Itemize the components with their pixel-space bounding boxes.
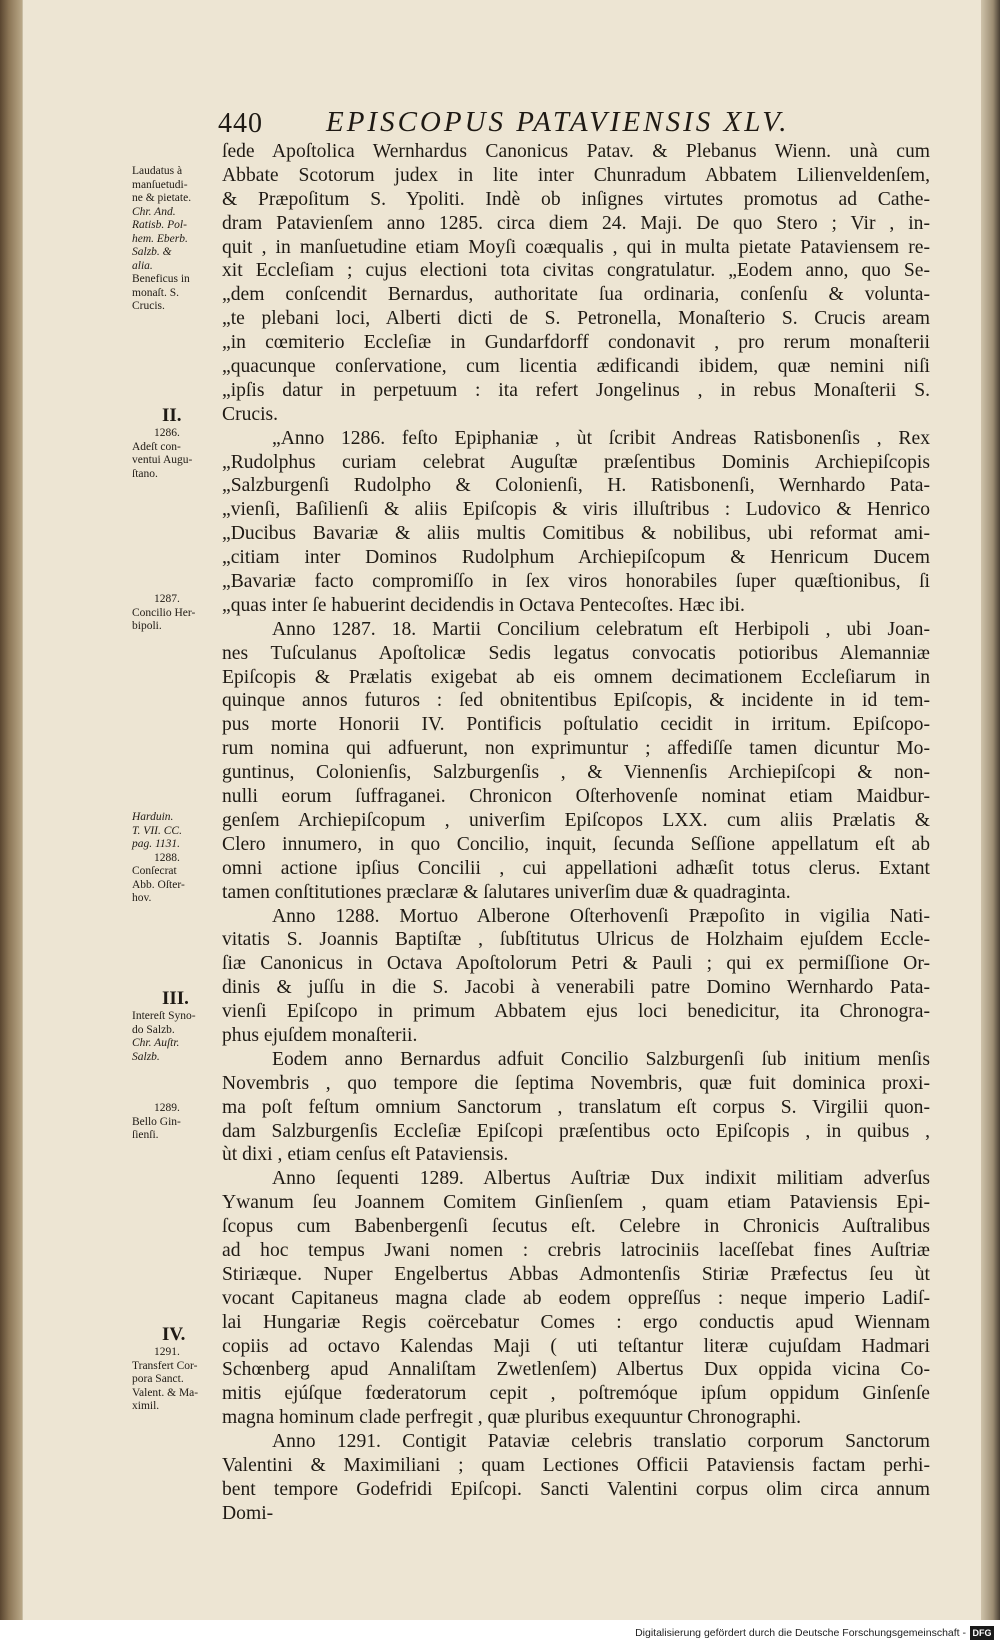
text-line: „ipſis datur in perpetuum : ita refert Jongelinus , in rebus Monaſterii S. xyxy=(222,379,930,401)
text-line: Valentini & Maximiliani ; quam Lectiones Officii Pataviensis factam perhi- xyxy=(222,1454,930,1476)
text-line: tamen conſtitutiones præclaræ & ſalutares univerſim duæ & quadraginta. xyxy=(222,881,791,903)
text-line: Abbate Scotorum judex in lite inter Chunradum Abbatem Lilienveldenſem, xyxy=(222,164,930,186)
text-line: vitatis S. Joannis Baptiſtæ , ſubſtitutus Ulricus de Holzhaim ejuſdem Eccle- xyxy=(222,929,930,951)
main-text xyxy=(222,140,930,1526)
marginal-line: 1288. xyxy=(154,851,180,864)
marginal-line: IV. xyxy=(162,1324,186,1345)
text-line: „in cœmiterio Eccleſiæ in Gundarfdorff condonavit , pro rerum monaſterii xyxy=(222,332,930,354)
text-line: nes Tuſculanus Apoſtolicæ Sedis legatus convocatis potioribus Alemanniæ xyxy=(222,642,930,664)
marginal-line: Abb. Oſter- xyxy=(132,878,185,891)
text-line: Anno 1287. 18. Martii Concilium celebratum eſt Herbipoli , ubi Joan- xyxy=(272,618,930,640)
text-line: bent tempore Godefridi Epiſcopi. Sancti Valentini corpus olim circa annum xyxy=(222,1478,930,1500)
text-line: quit , in manſuetudine etiam Moyſi coæqualis , qui in multa pietate Pataviensem re- xyxy=(222,236,930,258)
text-line: „dem conſcendit Bernardus, authoritate ſua ordinaria, conſenſu & volunta- xyxy=(222,284,930,306)
text-line: ma poſt feſtum omnium Sanctorum , translatum eſt corpus S. Virgilii quon- xyxy=(222,1096,930,1118)
text-line: „quas inter ſe habuerint decidendis in Octava Pentecoſtes. Hæc ibi. xyxy=(222,594,745,616)
marginal-line: Laudatus à xyxy=(132,165,183,177)
marginal-line: ximil. xyxy=(132,1400,160,1412)
marginal-note xyxy=(132,405,220,481)
marginal-line: ventui Augu- xyxy=(132,454,193,466)
text-line: Novembris , quo tempore die ſeptima Novembris, quæ fuit dominica proxi- xyxy=(222,1072,930,1094)
text-line: omni actione ipſius Concilii , cui appellationi adhæſit totus clerus. Extant xyxy=(222,857,930,879)
marginal-line: monaſt. S. xyxy=(132,286,179,299)
text-line: dinis & juſſu in die S. Jacobi à venerabili patre Domino Wernhardo Pata- xyxy=(222,977,930,999)
marginal-line: Salzb. xyxy=(132,1050,160,1063)
marginal-line: II. xyxy=(162,405,182,426)
running-title: EPISCOPUS PATAVIENSIS XLV. xyxy=(326,106,790,138)
text-line: ſiæ Canonicus in Octava Apoſtolorum Petri & Pauli ; qui ex permiſſione Or- xyxy=(222,953,930,975)
text-line: „Rudolphus curiam celebrat Auguſtæ præſentibus Dominis Archiepiſcopis xyxy=(222,451,930,473)
text-line: copiis ad octavo Kalendas Maji ( uti teſtantur literæ cujuſdam Hadmari xyxy=(222,1335,930,1357)
text-line: „citiam inter Dominos Rudolphum Archiepiſcopum & Henricum Ducem xyxy=(222,547,930,569)
text-line: dram Patavienſem anno 1285. circa diem 24. Maji. De quo Stero ; Vir , in- xyxy=(222,212,930,234)
text-line: mitis ejúſque fœderatorum cepit , poſtremóque ipſum oppidum Ginſenſe xyxy=(222,1383,930,1405)
marginal-line: hem. Eberb. xyxy=(132,232,188,245)
text-line: Crucis. xyxy=(222,403,279,425)
text-line: vienſi Epiſcopo in primum Abbatem ejus loci benedicitur, ita Chronogra- xyxy=(222,1001,930,1023)
text-line: nulli eorum ſuffraganei. Chronicon Oſterhovenſe nominat etiam Maidbur- xyxy=(222,786,930,808)
text-line: Schœnberg apud Annaliſtam Zwetlenſem) Albertus Dux oppida vicina Co- xyxy=(222,1359,930,1381)
marginal-line: Concilio Her- xyxy=(132,606,196,619)
text-line: „Salzburgenſi Rudolpho & Colonienſi, H. Ratisbonenſi, Wernhardo Pata- xyxy=(222,475,930,497)
text-line: & Præpoſitum S. Ypoliti. Indè ob inſignes virtutes promotus ad Cathe- xyxy=(222,188,930,210)
text-line: lai Hungariæ Regis coërcebatur Comes : ergo conductis apud Wiennam xyxy=(222,1311,930,1333)
marginal-note xyxy=(132,988,220,1064)
text-line: xit Eccleſiam ; cujus electioni tota civitas congratulatur. „Eodem anno, quo Se- xyxy=(222,260,930,282)
marginal-line: pora Sanct. xyxy=(132,1373,184,1385)
text-line: ùt dixi , etiam cenſus eſt Pataviensis. xyxy=(222,1144,509,1166)
text-line: „Bavariæ facto compromiſſo in ſex viros honorabiles ſuper quæſtionibus, ſi xyxy=(222,571,930,593)
marginal-line: 1286. xyxy=(154,427,180,439)
marginal-line: Conſecrat xyxy=(132,865,177,877)
text-line: „Ducibus Bavariæ & aliis multis Comitibus & nobilibus, ubi reformat ami- xyxy=(222,523,930,545)
text-line: guntinus, Colonienſis, Salzburgenſis , & Viennenſis Archiepiſcopi & non- xyxy=(222,762,930,784)
book-spine xyxy=(0,0,22,1620)
footer xyxy=(0,1622,1000,1646)
marginal-line: 1291. xyxy=(154,1346,180,1358)
text-line: ſede Apoſtolica Wernhardus Canonicus Patav. & Plebanus Wienn. unà cum xyxy=(222,141,930,162)
marginal-line: Transfert Cor- xyxy=(132,1359,198,1372)
page-header xyxy=(196,104,916,140)
marginal-line: do Salzb. xyxy=(132,1023,175,1036)
marginal-line: Beneficus in xyxy=(132,273,190,285)
text-line: ad hoc tempus Jwani nomen : crebris latrociniis laceſſebat fines Auſtriæ xyxy=(222,1239,930,1261)
marginal-line: Bello Gin- xyxy=(132,1115,181,1128)
text-line: „te plebani loci, Alberti dicti de S. Petronella, Monaſterio S. Crucis aream xyxy=(222,308,930,330)
marginal-line: ſienſi. xyxy=(132,1129,159,1141)
marginal-note xyxy=(132,593,220,634)
text-line: „quacunque conſervatione, cum licentia ædificandi ibidem, quæ nemini niſi xyxy=(222,356,930,378)
text-line: phus ejuſdem monaſterii. xyxy=(222,1024,418,1046)
marginal-note xyxy=(132,811,220,906)
text-line: genſem Archiepiſcopum , univerſim Epiſcopos LXX. cum aliis Prælatis & xyxy=(222,809,930,831)
marginal-line: ne & pietate. xyxy=(132,192,192,204)
marginal-line: ſtano. xyxy=(132,467,158,480)
text-line: Ywanum ſeu Joannem Comitem Ginſienſem , quam etiam Pataviensis Epi- xyxy=(222,1192,930,1214)
marginal-line: 1287. xyxy=(154,593,180,605)
marginal-line: 1289. xyxy=(154,1102,180,1114)
marginal-line: III. xyxy=(162,988,189,1009)
dfg-logo: DFG xyxy=(970,1626,994,1640)
text-line: ſcopus cum Babenbergenſi ſecutus eſt. Celebre in Chronicis Auſtralibus xyxy=(222,1216,930,1238)
marginal-note xyxy=(132,1324,220,1414)
marginal-line: hov. xyxy=(132,892,152,904)
marginal-line: alia. xyxy=(132,259,153,272)
text-line: Epiſcopis & Prælatis exigebat ab eis omnem decimationem Eccleſiarum in xyxy=(222,666,930,688)
marginal-line: Harduin. xyxy=(132,811,174,823)
funding-credit: Digitalisierung gefördert durch die Deutsche Forschungsgemeinschaft - xyxy=(635,1627,966,1639)
text-line: „vienſi, Baſilienſi & aliis Epiſcopis & viris illuſtribus : Ludovico & Henrico xyxy=(222,499,930,521)
marginal-line: Crucis. xyxy=(132,300,165,312)
marginal-line: Ratisb. Pol- xyxy=(132,219,187,231)
text-line: dam Salzburgenſis Eccleſiæ Epiſcopi præſentibus octo Epiſcopis , in quibus , xyxy=(222,1120,930,1142)
marginal-note xyxy=(132,1102,220,1143)
marginal-line: Chr. Auſtr. xyxy=(132,1037,180,1049)
marginal-line: Intereſt Syno- xyxy=(132,1010,196,1022)
marginal-line: manſuetudi- xyxy=(132,178,188,191)
text-line: magna hominum clade perfregit , quæ pluribus exequuntur Chronographi. xyxy=(222,1407,801,1429)
marginal-line: Chr. And. xyxy=(132,205,176,218)
page-edge xyxy=(981,0,1000,1620)
text-line: Eodem anno Bernardus adfuit Concilio Salzburgenſi ſub initium menſis xyxy=(272,1048,930,1070)
marginal-note xyxy=(132,165,220,314)
text-line: vocant Capitaneus magna clade ab eodem oppreſſus : neque imperio Ladiſ- xyxy=(222,1287,930,1309)
text-line: pus morte Honorii IV. Pontificis poſtulatio cecidit in irritum. Epiſcopo- xyxy=(222,714,930,736)
marginal-line: Salzb. & xyxy=(132,246,172,258)
text-line: Clero innumero, in quo Concilio, inquit, ſecunda Seſſione appellatum eſt ab xyxy=(222,833,930,855)
text-line: Anno ſequenti 1289. Albertus Auſtriæ Dux indixit militiam adverſus xyxy=(272,1168,930,1190)
marginal-line: Valent. & Ma- xyxy=(132,1386,199,1399)
marginal-line: Adeſt con- xyxy=(132,440,181,453)
text-line: Stiriæque. Nuper Engelbertus Abbas Admontenſis Stiriæ Præfectus ſeu ùt xyxy=(222,1263,930,1285)
text-line: Domi- xyxy=(222,1502,274,1524)
marginal-line: bipoli. xyxy=(132,620,162,632)
text-line: rum nomina qui adfuerunt, non exprimuntur ; affediſſe tamen dicuntur Mo- xyxy=(222,738,930,760)
text-line: Anno 1288. Mortuo Alberone Oſterhovenſi Præpoſito in vigilia Nati- xyxy=(272,905,930,927)
text-line: Anno 1291. Contigit Pataviæ celebris translatio corporum Sanctorum xyxy=(272,1431,930,1453)
page-number: 440 xyxy=(218,108,263,139)
text-line: quinque annos futuros : ſed obnitentibus Epiſcopis, & incidente in id tem- xyxy=(222,690,930,712)
marginal-line: pag. 1131. xyxy=(132,838,181,850)
marginal-line: T. VII. CC. xyxy=(132,824,182,837)
text-line: „Anno 1286. feſto Epiphaniæ , ùt ſcribit Andreas Ratisbonenſis , Rex xyxy=(272,427,930,449)
